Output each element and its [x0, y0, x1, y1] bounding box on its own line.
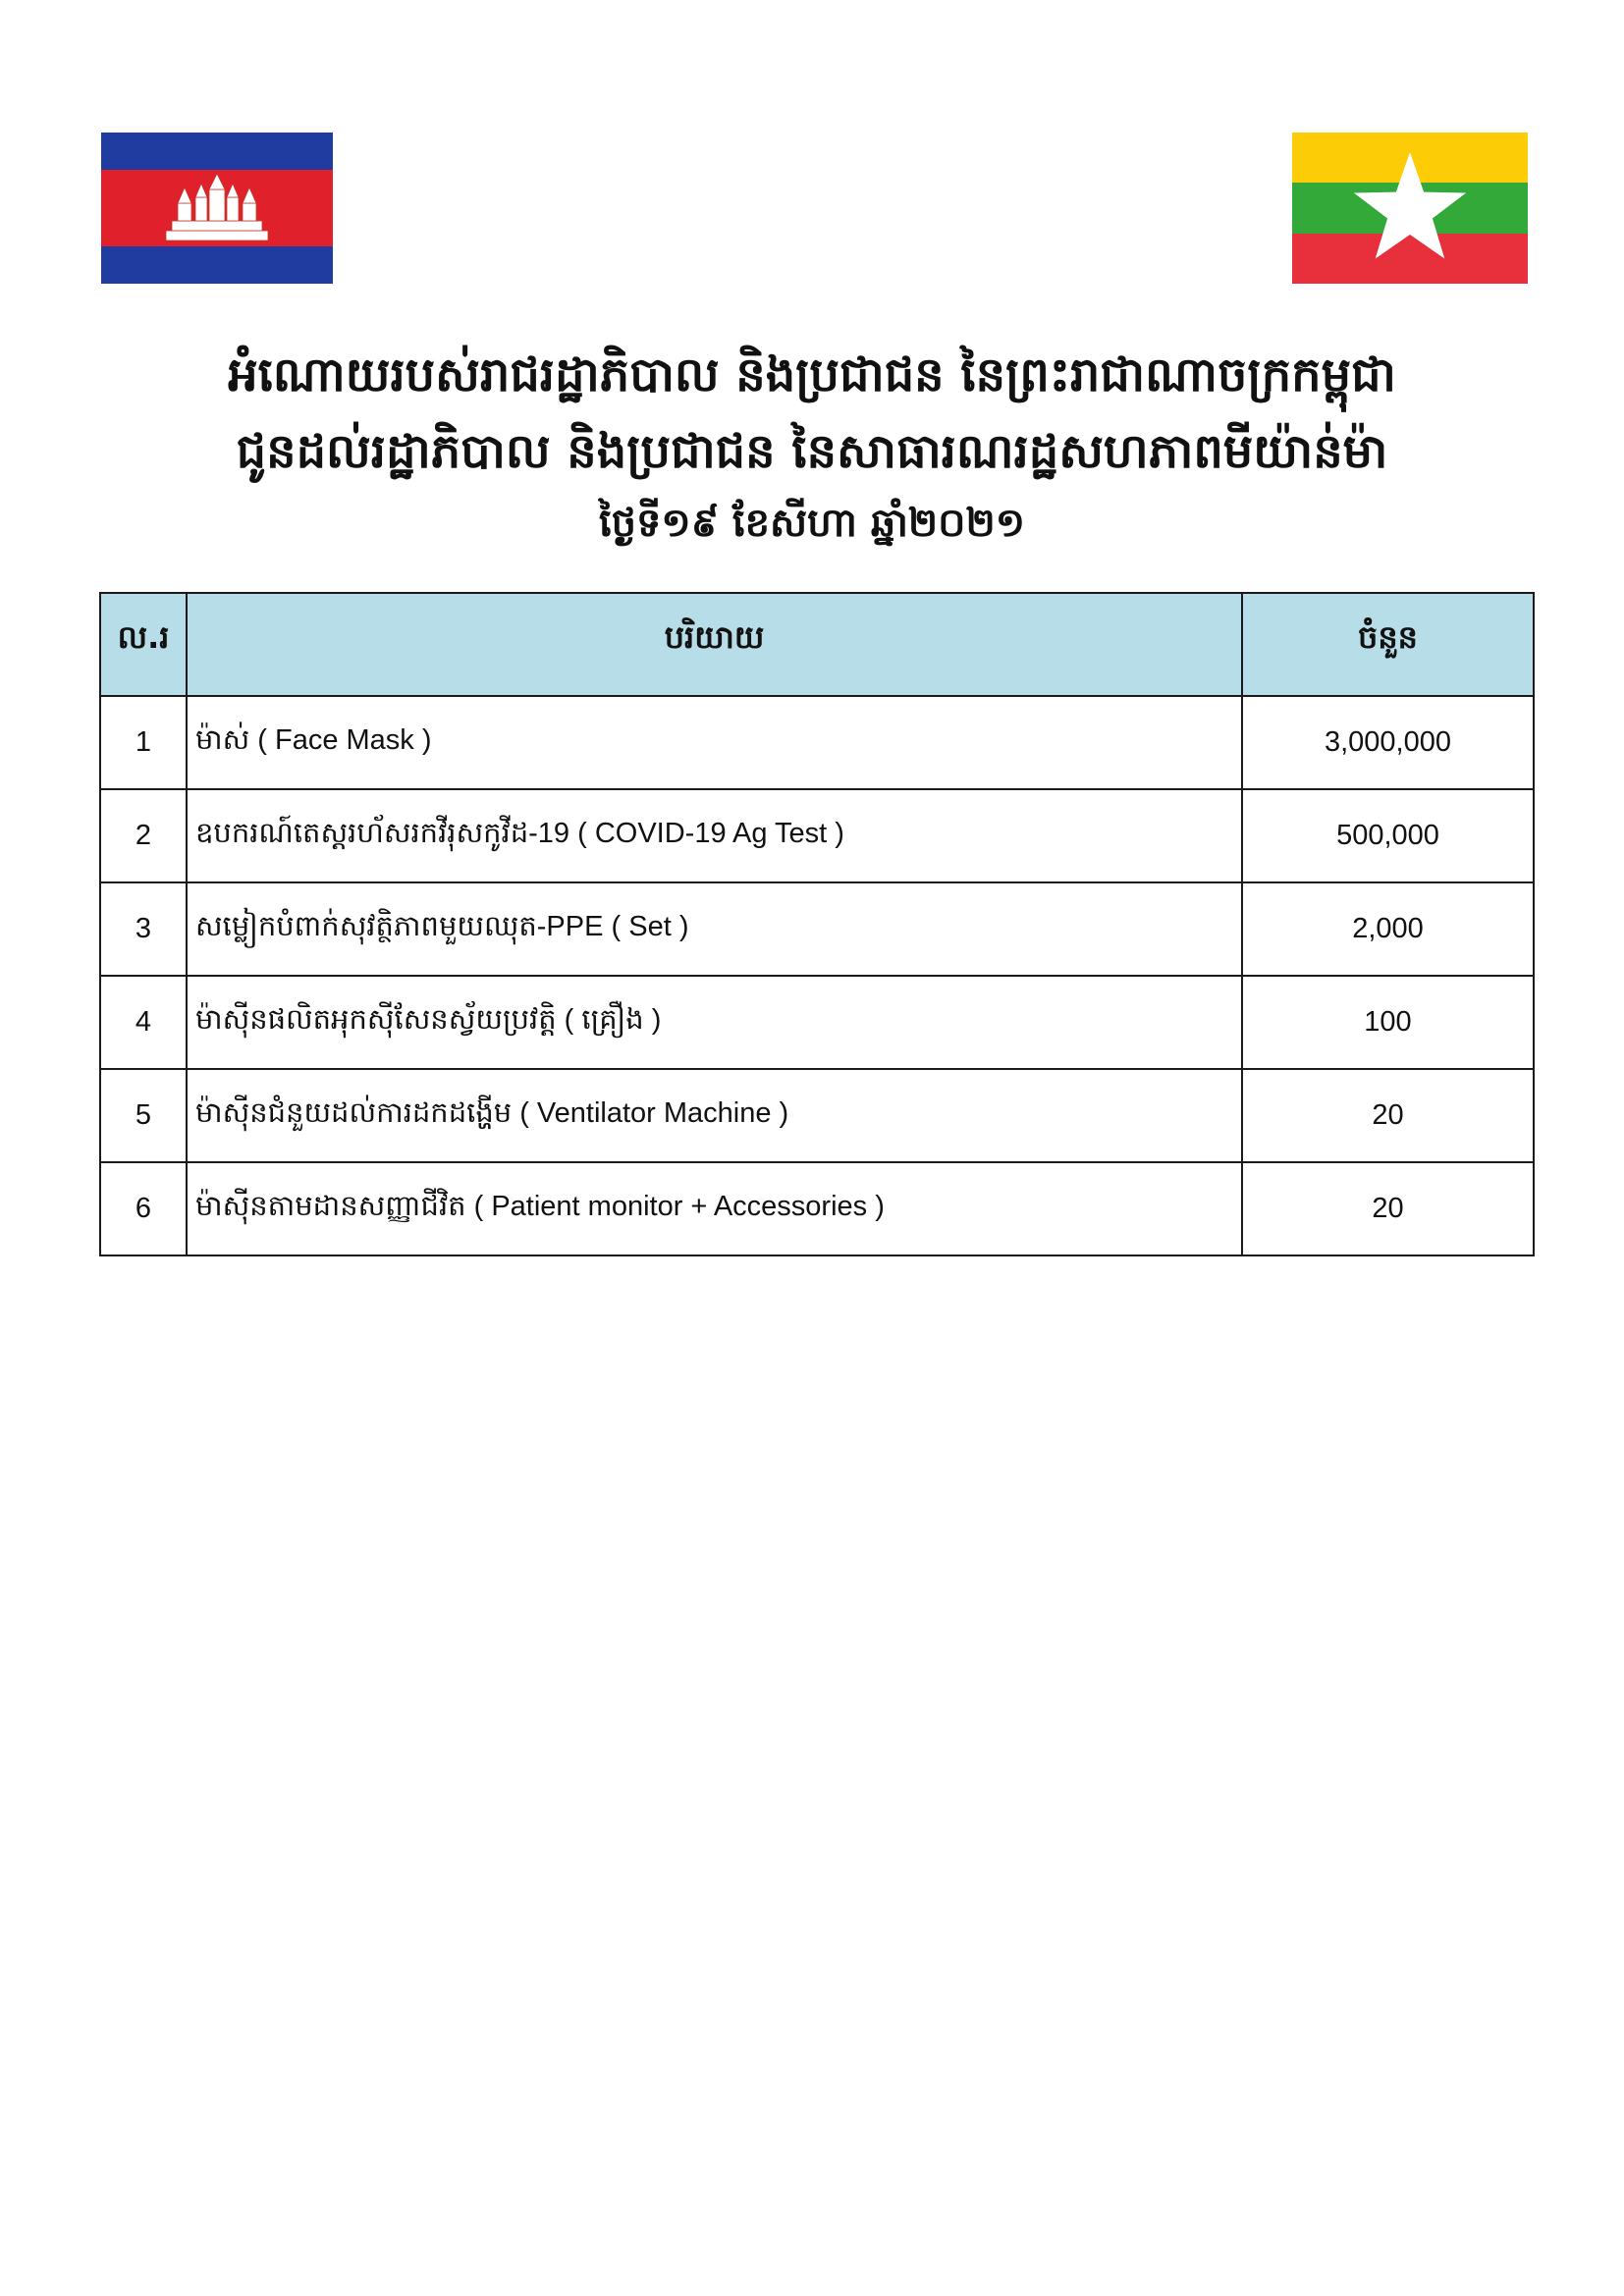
row-description: ម៉ាស៊ីនតាមដានសញ្ញាជីវិត ( Patient monitor + Accessories )	[187, 1162, 1242, 1255]
row-quantity: 3,000,000	[1242, 696, 1534, 789]
row-quantity: 2,000	[1242, 882, 1534, 976]
cambodia-flag	[101, 133, 333, 284]
star-icon	[1351, 152, 1469, 264]
row-description: ម៉ាស៊ីនផលិតអុកស៊ីសែនស្វ័យប្រវត្តិ ( គ្រឿង )	[187, 976, 1242, 1069]
table-row	[100, 882, 1534, 976]
row-number: 1	[100, 696, 187, 789]
row-number: 3	[100, 882, 187, 976]
row-quantity: 100	[1242, 976, 1534, 1069]
row-quantity: 20	[1242, 1162, 1534, 1255]
table-row	[100, 1162, 1534, 1255]
heading-date: ថ្ងៃទី១៩ ខែសីហា ឆ្នាំ២០២១	[598, 501, 1026, 546]
myanmar-flag	[1292, 133, 1528, 284]
table-header-row	[100, 593, 1534, 696]
table-row	[100, 789, 1534, 882]
angkor-wat-icon	[164, 174, 270, 242]
donation-table	[99, 592, 1535, 1256]
row-number: 6	[100, 1162, 187, 1255]
table-row	[100, 1069, 1534, 1162]
row-number: 5	[100, 1069, 187, 1162]
heading-line-2: ជូនដល់រដ្ឋាភិបាល និងប្រជាជន នៃសាធារណរដ្ឋសហភាពមីយ៉ាន់ម៉ា	[236, 424, 1388, 479]
column-header-description: បរិយាយ	[187, 593, 1242, 696]
row-quantity: 500,000	[1242, 789, 1534, 882]
row-description: សម្លៀកបំពាក់សុវត្ថិភាពមួយឈុត-PPE ( Set )	[187, 882, 1242, 976]
table-row	[100, 696, 1534, 789]
row-quantity: 20	[1242, 1069, 1534, 1162]
table-row	[100, 976, 1534, 1069]
row-number: 2	[100, 789, 187, 882]
row-description: ម៉ាស់ ( Face Mask )	[187, 696, 1242, 789]
row-description: ម៉ាស៊ីនជំនួយដល់ការដកដង្ហើម ( Ventilator Machine )	[187, 1069, 1242, 1162]
column-header-no: ល.រ	[100, 593, 187, 696]
row-description: ឧបករណ៍តេស្តរហ័សរកវីរុសកូវីដ-19 ( COVID-19 Ag Test )	[187, 789, 1242, 882]
column-header-quantity: ចំនួន	[1242, 593, 1534, 696]
heading-line-1: អំណោយរបស់រាជរដ្ឋាភិបាល និងប្រជាជន នៃព្រះរាជាណាចក្រកម្ពុជា	[228, 347, 1396, 402]
row-number: 4	[100, 976, 187, 1069]
